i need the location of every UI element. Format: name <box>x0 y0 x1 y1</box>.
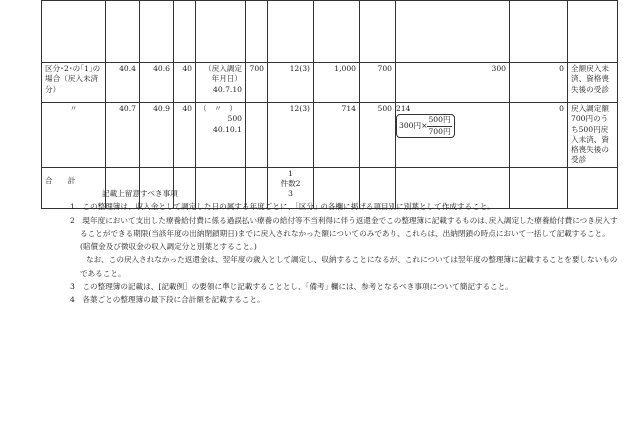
formula-numerator: 500円 <box>427 115 451 126</box>
cell-j: 0 <box>510 103 568 168</box>
total-count-line-1: 1 <box>288 168 293 178</box>
ledger-table <box>41 0 618 209</box>
note-item: 4 各葉ごとの整理簿の最下段に合計額を記載すること。 <box>70 295 265 305</box>
cell-e: 700 <box>246 63 268 103</box>
cell-h: 700 <box>360 63 396 103</box>
date-cell <box>196 63 246 103</box>
date-cell <box>196 103 246 168</box>
note-item: 3 この整理簿の記載は、[記載例］の要領に準じ記載することとし、｢備考｣ 欄には、参考となるべき事項について簡記すること。 <box>70 281 513 291</box>
cell-b: 40.6 <box>140 63 174 103</box>
cell-c: 40 <box>174 103 196 168</box>
cell-f: 12(3) <box>268 103 314 168</box>
table-row <box>42 63 618 103</box>
formula-prefix: 300円× <box>399 121 428 130</box>
header-blank-row <box>42 1 618 63</box>
cell-f: 12(3) <box>268 63 314 103</box>
remarks-cell: 全額戻入未済、資格喪失後の受診 <box>568 63 618 103</box>
cell-g: 1,000 <box>314 63 360 103</box>
remarks-cell: 戻入調定額700円のうち500円戻入未済、資格喪失後の受診 <box>568 103 618 168</box>
cell-c: 40 <box>174 63 196 103</box>
cell-g: 714 <box>314 103 360 168</box>
date-line-2: 年月日） <box>211 74 242 84</box>
date-line-2: 500 <box>227 114 242 124</box>
cell-e <box>246 103 268 168</box>
formula-paren <box>396 114 455 138</box>
date-line-1: （戻入調定 <box>204 64 242 73</box>
table-row <box>42 103 618 168</box>
cell-h: 500 <box>360 103 396 168</box>
cell-i: 300 <box>396 63 510 103</box>
formula-fraction <box>427 115 451 137</box>
category-cell: 〃 <box>42 103 106 168</box>
category-cell: 区分･2･の｢1｣の場合（戻入未済分） <box>42 63 106 103</box>
cell-i-total: 214 <box>396 104 411 113</box>
date-line-3: 40.7.10 <box>213 84 242 94</box>
total-count-line-2: 件数2 <box>280 178 301 188</box>
date-line-3: 40.10.1 <box>213 124 242 134</box>
cell-a: 40.7 <box>106 103 140 168</box>
note-item: 1 この整理簿は、収入金として調定した日の属する年度ごとに、｢区分｣ の各欄に掲げる項目別に別葉として作成すること。 <box>70 202 495 212</box>
cell-i-formula <box>396 103 510 168</box>
cell-a: 40.4 <box>106 63 140 103</box>
notes-title: 記載上留意すべき事項 <box>102 189 178 198</box>
cell-b: 40.9 <box>140 103 174 168</box>
date-line-1: （ 〃 ） <box>199 104 237 113</box>
formula-denominator: 700円 <box>428 126 451 136</box>
notes-section <box>70 187 618 307</box>
note-item: 2 現年度において支出した療養給付費に係る過誤払い療養の給付等不当利得に伴う返還金でこの整理簿に記載するものは､戻入調定した療養給付費につき戻入することができる期限(当該年度の出納閉鎖期日)までに戻入されなかった額についてのみであり、これらは、出納閉鎖の時点において一括して記載すること。(賠償金及び徴収金の収入調定分と別葉とすること。) <box>70 215 618 252</box>
total-count-line-3: 3 <box>288 189 293 198</box>
note-item: なお、この戻入されなかった返還金は、翌年度の歳入として調定し、収納することになるが、これについては翌年度の整理簿に記載することを要しないものであること。 <box>80 255 618 278</box>
total-label: 合 計 <box>42 167 106 208</box>
cell-j: 0 <box>510 63 568 103</box>
